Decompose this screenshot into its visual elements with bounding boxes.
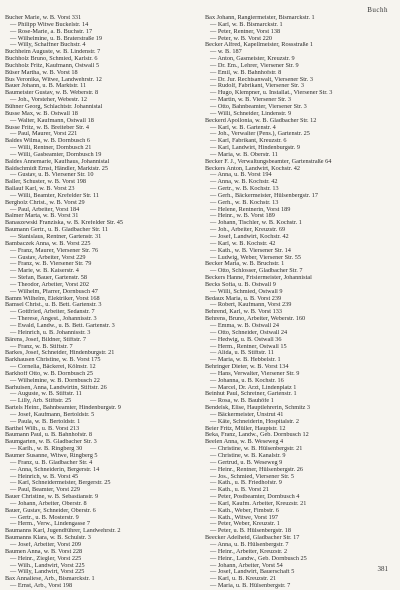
directory-entry: — Bäckermeister, Unstrut 41	[210, 411, 284, 418]
directory-entry: — Hans, Verwalter, Viersener Str. 9	[210, 370, 300, 377]
directory-entry: Beckers Anton, Landwirt, Kochstr. 42	[205, 165, 300, 172]
directory-entry: — Willi, Schneider, Lindenstr. 9	[210, 110, 292, 117]
directory-entry: — Peter, Weber, Kreuzstr. 1	[210, 521, 280, 528]
directory-entry: — Philipp Witwe Buckelstr. 14	[10, 21, 89, 28]
directory-entry: — Anna, Schneiderin, Bergerstr. 14	[10, 466, 100, 473]
directory-entry: Becks Sofia, u. B. Ostwall 9	[205, 281, 276, 288]
directory-entry: Beckers Hanne, Frisiermeister, Johannistal	[205, 275, 312, 282]
directory-entry: — Willy, Schaffner Buchstr. 4	[10, 42, 86, 49]
directory-entry: Baumanns Klara, w. B. Schulstr. 3	[5, 535, 91, 542]
directory-entry: — Ludwig, Weber, Viersener Str. 55	[210, 254, 301, 261]
running-header: Buchh	[367, 6, 388, 14]
directory-entry: Busse Fritz, w. B. Breiteber Str. 4	[5, 124, 89, 131]
directory-entry: — Karl, w. B. Bismarckstr. 1	[210, 21, 283, 28]
directory-entry: — Stanislaus, Rentner, Gartenstr. 31	[10, 234, 102, 240]
directory-entry: Bus Veronika, Witwe, Landwehrstr. 12	[5, 76, 102, 83]
directory-entry: — Theodor, Arbeiter, Vorst 202	[10, 281, 90, 288]
directory-entry: Bauer, Gustav, Schneider, Oberstr. 6	[5, 507, 96, 514]
directory-entry: — Paul, Maurer, Vorst 221	[10, 131, 78, 138]
directory-entry: Baldes Wilma, w. B. Dornbusch 6	[5, 138, 90, 145]
directory-entry: Bax Johann, Rangiermeister, Bismarckstr. 1	[205, 15, 315, 21]
directory-entry: Balmer Marta, w. B. Vorst 31	[5, 213, 79, 220]
directory-entry: Bauer Johann, u. B. Marktstr. 11	[5, 83, 87, 90]
directory-entry: — Peter, w. B. Vorst 220	[210, 35, 272, 42]
directory-entry: — Karl, Kaufm. Arbeiter, Kreuzstr. 21	[210, 500, 307, 507]
page-number: 381	[377, 565, 388, 573]
directory-entry: — Karl, w. B. Kochstr. 42	[210, 240, 276, 247]
directory-entry: — Herm., Rentner, Ostwall 15	[210, 343, 287, 350]
directory-entry: Barkhoff Otto, w. B. Dornbusch 25	[5, 370, 94, 377]
directory-entry: — Franz, u. B. Gladbacher Str. 4	[10, 459, 93, 466]
directory-entry: Barthel Wilh., u. B. Vorst 213	[5, 425, 80, 432]
directory-entry: Bamsel Christ., u. B. Bett. Gartenstr. 3	[5, 302, 102, 309]
directory-entry: — Jos., Schmied, Viersener Str. 5	[210, 473, 295, 480]
directory-entry: — Karl, Landwirt, Hindenburgstr. 9	[210, 145, 300, 152]
directory-entry: — Gerh., w. B. Kochstr. 13	[210, 199, 279, 206]
directory-entry: Baumer Susanne, Witwe, Ringberg 5	[5, 453, 98, 459]
directory-entry: — Peter, Postbeamter, Dornbusch 4	[210, 494, 300, 501]
directory-entry: Büser Martha, w. B. Vorst 18	[5, 69, 78, 76]
directory-entry: Bax Annaliese, Arb., Bismarckstr. 1	[5, 576, 95, 583]
directory-entry: Bamm Wilhelm, Elektriker, Vorst 168	[5, 295, 100, 302]
directory-entry: — Ernst, Arb., Vorst 198	[10, 583, 73, 590]
directory-entry: — Kath., u. B. Vorst 21	[210, 487, 269, 494]
directory-entry: Baumann Gertr., u. B. Gladbacher Str. 11	[5, 227, 109, 234]
directory-entry: — Heinrich, w. B. Vorst 45	[10, 473, 79, 480]
directory-entry: Buchholz Fritz, Kaufmann, Ostwall 5	[5, 62, 100, 69]
directory-entry: — Rose-Marie, a. B. Buchstr. 17	[10, 28, 93, 35]
directory-entry: — Johann, Arbeiter, Vorst 54	[210, 562, 283, 569]
directory-entry: — Karl, Schneidermeister, Bergerstr. 25	[10, 480, 111, 487]
directory-entry: — Maria, w. B. Hebbelstr. 1	[210, 357, 281, 364]
directory-entry: Baldschmidt Ernst, Händler, Marktstr. 25	[5, 165, 109, 172]
directory-entry: Behringer Dieter, w. B. Vorst 134	[205, 364, 289, 371]
directory-entry: — Robert, Kaufmann, Vorst 239	[210, 302, 292, 309]
directory-entry: — Otto, Bahnbeamter, Viersener Str. 3	[210, 103, 307, 110]
directory-entry: — Ewald, Landw., u. B. Bett. Gartenstr. 3	[10, 322, 115, 329]
directory-entry: Bendelsk, Elise, Hauptlehrerin, Schmitz 3	[205, 405, 311, 412]
directory-entry: — Maria, w. B. Oberstr. 11	[210, 151, 278, 158]
directory-entry: — Hedwig, u. B. Ostwall 36	[210, 336, 282, 343]
directory-entry: — Gertr., u. B. Mosterstr. 9	[10, 514, 79, 521]
directory-entry: — Heinr., Rentner, Hülsenbergstr. 26	[210, 466, 304, 473]
directory-entry: Becker Maria, w. B. Bruchstr. 1	[205, 261, 285, 268]
directory-entry: — Emil, w. B. Bahnhofstr. 8	[210, 69, 282, 76]
directory-entry: — Josef, Landwirt, Bauerschaft 5	[210, 569, 295, 576]
directory-entry: — Willi, Beamter, Krefelder Str. 11	[10, 192, 100, 199]
directory-entry: Bauer Christine, w. B. Sebastianstr. 9	[5, 494, 99, 501]
directory-entry: Bambaczek Anna, w. B. Vorst 225	[5, 240, 91, 247]
directory-entry: — Gottfried, Arbeiter, Sedanstr. 7	[10, 309, 95, 316]
directory-entry: — Cornelia, Bäckerei, Kölnstr. 12	[10, 364, 96, 371]
directory-entry: Buchholz Bruno, Schmied, Karlstr. 6	[5, 56, 98, 63]
directory-entry: — Johann, Tischler, w. B. Kochstr. 1	[210, 220, 302, 227]
directory-entry: — Heinr., Arbeiter, Kreuzstr. 2	[210, 548, 288, 555]
directory-entry: Baumen Anna, w. B. Vorst 228	[5, 548, 83, 555]
directory-entry: Bucher Marie, w. B. Vorst 331	[5, 15, 82, 21]
directory-entry: — w. B. 187	[210, 49, 242, 56]
directory-entry: Behrend, Karl, w. B. Vorst 133	[205, 309, 282, 316]
directory-entry: — Johanna, u. B. Kochstr. 16	[210, 377, 284, 384]
directory-entry: Baumgarten, w. B. Gladbacher Str. 3	[5, 439, 97, 446]
directory-entry: — Walter, Kaufmann, Ostwall 18	[10, 117, 94, 124]
directory-entry: — Heinr., w. B. Vorst 189	[210, 213, 275, 220]
directory-entry: — Willi, Rentner, Dornbusch 21	[10, 145, 92, 152]
directory-entry: — Peter, u. B. Hülsenbergstr. 18	[210, 528, 292, 535]
directory-entry: — Alida, u. B. Stiftstr. 11	[210, 350, 274, 357]
directory-entry: — Kath., w. B. Viersener Str. 14	[210, 247, 291, 254]
directory-entry: — Gustav, Arbeiter, Vorst 229	[10, 254, 86, 261]
directory-entry: Barkes, Josef, Schneider, Hindenburgstr. 21	[5, 350, 115, 357]
directory-entry: — Rosa, w. B. Bauhöfe 1	[210, 398, 274, 405]
directory-entry: Baumann Paul, u. B. Bahnhofstr. 8	[5, 432, 92, 439]
directory-entry: Bergholz Christ., w. B. Vorst 29	[5, 199, 85, 206]
directory-entry: — Paula, w. B. Bertoldstr. 1	[10, 418, 81, 425]
directory-entry: — Käte, Schneiderin, Hospitalstr. 2	[210, 418, 300, 425]
directory-entry: — Anna, u. B. Hülsenbergstr. 7	[210, 541, 289, 548]
directory-entry: — Franz, w. B. Viersener Str. 79	[10, 261, 92, 268]
directory-entry: Beka, Franz, Landw., Geb. Dornbusch 12	[205, 432, 309, 439]
directory-entry: — Dr. Em., Lehrer, Viersener Str. 9	[210, 62, 299, 69]
directory-entry: Bartels Heinr., Bahnbeamter, Hindenburgstr. 9	[5, 405, 121, 412]
directory-entry: — Therese, Angest., Johannisstr. 3	[10, 316, 97, 323]
directory-entry: — Heinrich, u. B. Johannisstr. 3	[10, 329, 91, 336]
directory-entry: Beinhut Paul, Schreiner, Gartenstr. 1	[205, 391, 297, 398]
directory-entry: Beecker Adelheid, Gladbacher Str. 17	[205, 535, 300, 542]
directory-entry: — Christine, w. B. Hülsenbergstr. 21	[210, 446, 303, 453]
directory-entry: — Karl, w. B. Gartenstr. 4	[210, 124, 276, 131]
directory-entry: — Emma, w. B. Ostwall 24	[210, 322, 280, 329]
directory-entry: — Wilhelm, Pfarrer, Dornbusch 47	[10, 288, 98, 295]
directory-entry: — Lilly, Arb. Stiftstr. 25	[10, 398, 72, 405]
directory-entry: — Willi, Gasbeamter, Dornbusch 19	[10, 151, 102, 158]
directory-entry: Baumeister Gustav, w. B. Weberstr. 8	[5, 90, 99, 97]
directory-entry: — Gertr., w. B. Kochstr. 13	[210, 186, 279, 193]
directory-entry: Baldes Annemarie, Kaufhaus, Johannistal	[5, 158, 110, 165]
directory-entry: Becker F. J., Verwaltungsbeamter, Gartenstraße 64	[205, 158, 332, 165]
directory-entry: — Kath., Weber, Fimbstr. 6	[210, 507, 279, 514]
directory-entry: — Paul, Beamter, Vorst 229	[10, 487, 81, 494]
directory-entry: — Peter, Rentner, Vorst 138	[210, 28, 281, 35]
directory-entry: Baumanns Karl, Jugendführer, Landwehrstr. 2	[5, 528, 121, 535]
directory-entry: — Wilh., Landwirt, Vorst 225	[10, 562, 85, 569]
directory-entry: — Herm., Verw., Lindengasse 7	[10, 521, 91, 528]
directory-entry: — Auguste, w. B. Stiftstr. 11	[10, 391, 82, 398]
directory-entry: — Kath., u. B. Friedhofstr. 9	[210, 480, 282, 487]
directory-entry: — Franz, w. B. Stiftstr. 7	[10, 343, 73, 350]
directory-entry: Bärens, Josef, Bildner, Stiftstr. 7	[5, 336, 86, 343]
directory-entry: — Kath., Witwe, Vorst 197	[210, 514, 278, 521]
directory-entry: — Christine, w. B. Kanalstr. 9	[210, 453, 286, 459]
directory-entry: — Franz, Maurer, Viersener Str. 76	[10, 247, 99, 254]
directory-entry: Bühner Georg, Schlachtstr. Johannistal	[5, 103, 103, 110]
directory-entry: — Josef, Kaufmann, Bertoldstr. 5	[10, 411, 95, 418]
directory-entry: — Joh., Vorsteher, Webestr. 12	[10, 97, 88, 104]
directory-entry: — Martin, w. B. Viersener Str. 3	[210, 97, 292, 104]
directory-entry: Beier Fritz, Müller, Hauptstr. 12	[205, 425, 286, 432]
directory-entry: — Willi, Schmied, Ostwall 9	[210, 288, 283, 295]
directory-entry: Beckerd Apollonia, w. B. Gladbacher Str. 12	[205, 117, 317, 124]
directory-entry: — Gustav, u. B. Viersener Str. 10	[10, 172, 94, 179]
directory-entry: — Karl, u. B. Kreuzstr. 21	[210, 576, 277, 583]
directory-entry: Buchheim Auguste, w. B. Lindenstr. 7	[5, 49, 101, 56]
directory-entry: — Heinr., Landw., Geb. Dornbusch 25	[210, 555, 307, 562]
directory-entry: — Gertrud, u. B. Weseweg 9	[210, 459, 283, 466]
directory-entry: — Marie, w. B. Kaiserstr. 4	[10, 268, 79, 275]
directory-entry: — Karlh., w. B. Ringberg 30	[10, 446, 83, 453]
directory-entry: — Gerh., Bäckermeister, Hülsenbergstr. 17	[210, 192, 318, 199]
directory-entry: — Josef, Landwirt, Kochstr. 42	[210, 234, 289, 240]
directory-entry: — Anna, w. B. Kochstr. 42	[210, 179, 278, 186]
directory-entry: — Dr. Jur. Rechtsanwalt, Viersener Str. 3	[210, 76, 313, 83]
directory-entry: — Wilhelmine, w. B. Dornbusch 22	[10, 377, 100, 384]
directory-entry: — Anton, Gasmeister, Kreuzstr. 9	[210, 56, 295, 63]
directory-entry: Baller, Schuster, w. B. Vorst 198	[5, 179, 86, 186]
directory-entry: Behrens, Bruno, Arbeiter, Weberstr. 160	[205, 316, 306, 323]
directory-entry: — Willy, Landwirt, Vorst 225	[10, 569, 85, 576]
directory-entry: Barhuisen, Anna, Landwirtin, Stiftstr. 26	[5, 384, 107, 391]
directory-entry: Busse Max, w. B. Ostwall 18	[5, 110, 78, 117]
directory-entry: — Joh., Arbeiter, Kreuzstr. 69	[210, 227, 286, 234]
directory-entry: Bedaux Maria, u. B. Vorst 239	[205, 295, 282, 302]
directory-entry: Becker Alfred, Kapellmeister, Rossstraße 1	[205, 42, 314, 49]
directory-entry: — Hugo, Klempner, u. Installat., Viersener Str. 3	[210, 90, 333, 97]
directory-entry: — Johann, Arbeiter, Oberstr. 8	[10, 500, 87, 507]
directory-entry: — Marcel, Dr. Arzt, Lindenplatz 1	[210, 384, 297, 391]
directory-entry: — Otto, Schneider, Ostwall 24	[210, 329, 288, 336]
directory-entry: — Joh., Verwalter (Pens.), Gartenstr. 25	[210, 131, 310, 138]
directory-entry: — Anna, u. B. Vorst 194	[210, 172, 272, 179]
directory-entry: — Heinr., Ziegler, Vorst 225	[10, 555, 82, 562]
directory-entry: — Maria, u. B. Hülsenbergstr. 7	[210, 583, 291, 590]
directory-entry: Ballauf Karl, w. B. Vorst 23	[5, 186, 75, 193]
directory-entry: — Stefan, Bauer, Gartenstr. 58	[10, 275, 87, 282]
directory-entry: — Rudolf, Fabrikant, Viersener Str. 3	[210, 83, 304, 90]
directory-entry: — Paul, Arbeiter, Vorst 184	[10, 206, 80, 213]
directory-entry: — Josef, Arbeiter, Vorst 209	[10, 541, 82, 548]
right-column	[205, 15, 395, 590]
directory-entry: — Karl, Fabrikant, Kreuzstr. 6	[210, 138, 287, 145]
directory-entry: Barkhausen Christine, w. B. Vorst 175	[5, 357, 101, 364]
directory-entry: Banaszewski Franziska, w. B. Krefelder Str. 45	[5, 220, 123, 227]
directory-entry: Beelen Anna, w. B. Weseweg 4	[205, 439, 284, 446]
directory-entry: — Wilhelmine, u. B. Braterstraße 19	[10, 35, 102, 42]
left-column	[5, 15, 191, 590]
directory-entry: — Helene, Rentnerin, Vorst 189	[210, 206, 291, 213]
directory-entry: — Otto, Schlosser, Gladbacher Str. 7	[210, 268, 303, 275]
